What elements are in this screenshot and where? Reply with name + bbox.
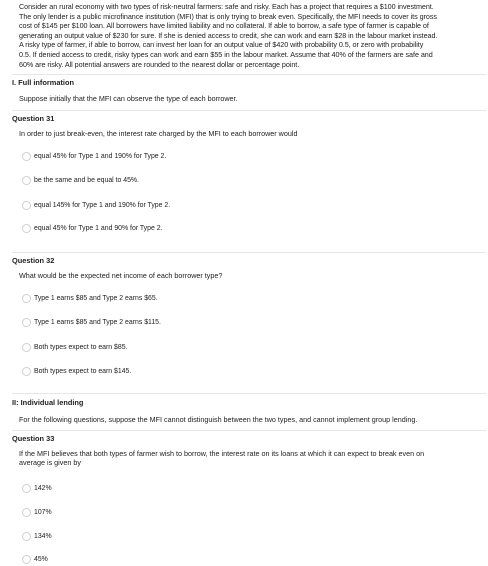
intro-line: 60% are risky. All potential answers are rounded to the nearest dollar or percentage point. xyxy=(19,59,300,69)
question-33-text-line: average is given by xyxy=(19,458,81,467)
question-33-text xyxy=(19,449,459,467)
section-divider xyxy=(12,252,486,253)
radio-button[interactable] xyxy=(22,176,31,185)
q31-option-4[interactable] xyxy=(22,224,162,233)
section-divider xyxy=(12,430,486,431)
option-label: equal 45% for Type 1 and 90% for Type 2. xyxy=(34,225,163,232)
intro-line: cost of $145 per $100 loan. All borrowers have limited liability and no collateral. If able to borrow, a safe type of farmer is capable of xyxy=(19,21,429,31)
option-label: Both types expect to earn $145. xyxy=(34,368,132,375)
question-32-title: Question 32 xyxy=(12,256,55,265)
q32-option-3[interactable] xyxy=(22,343,127,352)
section-description: For the following questions, suppose the MFI cannot distinguish between the two types, and cannot implement group lending. xyxy=(19,415,418,424)
question-32-text: What would be the expected net income of each borrower type? xyxy=(19,271,223,280)
intro-line: generating an output value of $230 for sure. If she is denied access to credit, she can work and earn $28 in the labour market instead. xyxy=(19,30,438,40)
q33-option-4[interactable] xyxy=(22,555,48,564)
radio-button[interactable] xyxy=(22,367,31,376)
question-31-title: Question 31 xyxy=(12,114,55,123)
option-label: 134% xyxy=(34,533,52,540)
question-31-text: In order to just break-even, the interest rate charged by the MFI to each borrower would xyxy=(19,129,298,138)
q33-option-3[interactable] xyxy=(22,532,52,541)
option-label: be the same and be equal to 45%. xyxy=(34,177,139,184)
radio-button[interactable] xyxy=(22,152,31,161)
question-33-title: Question 33 xyxy=(12,434,55,443)
section-title-individual-lending: II: Individual lending xyxy=(12,398,84,407)
option-label: 45% xyxy=(34,556,48,563)
q33-option-2[interactable] xyxy=(22,508,52,517)
radio-button[interactable] xyxy=(22,532,31,541)
section-description: Suppose initially that the MFI can observe the type of each borrower. xyxy=(19,94,238,103)
section-title-full-information: I. Full information xyxy=(12,78,74,87)
radio-button[interactable] xyxy=(22,484,31,493)
option-label: 142% xyxy=(34,485,52,492)
intro-line: Consider an rural economy with two types of risk-neutral farmers: safe and risky. Each has a project that requires a $100 investment. xyxy=(19,2,434,11)
option-label: 107% xyxy=(34,509,52,516)
option-label: Type 1 earns $85 and Type 2 earns $115. xyxy=(34,319,161,326)
option-label: equal 145% for Type 1 and 190% for Type 2. xyxy=(34,202,171,209)
radio-button[interactable] xyxy=(22,224,31,233)
q31-option-3[interactable] xyxy=(22,201,170,210)
intro-line: The only lender is a public microfinance institution (MFI) that is only trying to break even. Specifically, the MFI needs to cover its gross xyxy=(19,11,437,21)
q33-option-1[interactable] xyxy=(22,484,52,493)
section-divider xyxy=(12,74,486,75)
intro-line: A risky type of farmer, if able to borrow, can invest her loan for an output value of $420 with probability 0.5, or zero with probability xyxy=(19,40,424,50)
option-label: Type 1 earns $85 and Type 2 earns $65. xyxy=(34,295,158,302)
q32-option-4[interactable] xyxy=(22,367,131,376)
radio-button[interactable] xyxy=(22,343,31,352)
radio-button[interactable] xyxy=(22,508,31,517)
section-divider xyxy=(12,393,486,394)
radio-button[interactable] xyxy=(22,318,31,327)
radio-button[interactable] xyxy=(22,201,31,210)
option-label: equal 45% for Type 1 and 190% for Type 2. xyxy=(34,153,167,160)
intro-line: 0.5. If denied access to credit, risky types can work and earn $55 in the labour market. Assume that 40% of the farmers are safe and xyxy=(19,49,433,59)
option-label: Both types expect to earn $85. xyxy=(34,344,128,351)
radio-button[interactable] xyxy=(22,294,31,303)
radio-button[interactable] xyxy=(22,555,31,564)
q32-option-1[interactable] xyxy=(22,294,158,303)
question-33-text-line: If the MFI believes that both types of farmer wish to borrow, the interest rate on its loans at which it can expect to break even on xyxy=(19,449,425,458)
q31-option-2[interactable] xyxy=(22,176,139,185)
section-divider xyxy=(12,110,486,111)
q31-option-1[interactable] xyxy=(22,152,166,161)
intro-paragraph xyxy=(19,2,479,69)
q32-option-2[interactable] xyxy=(22,318,161,327)
